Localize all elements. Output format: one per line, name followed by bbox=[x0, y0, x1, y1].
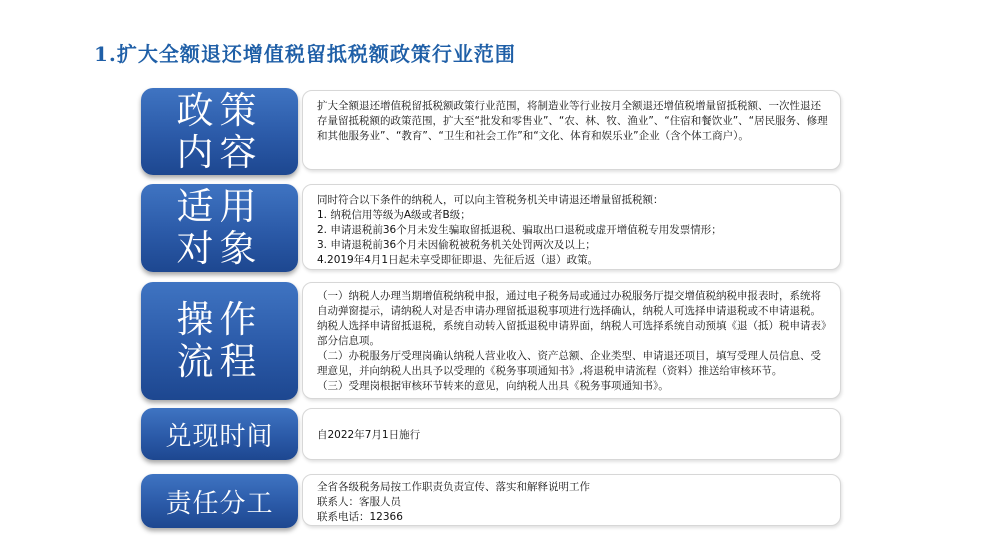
process-paragraph: （三）受理岗根据审核环节转来的意见，向纳税人出具《税务事项通知书》。 bbox=[317, 380, 669, 392]
applicable-line: 1. 纳税信用等级为A级或者B级； bbox=[317, 209, 471, 221]
label-line: 操作 bbox=[176, 298, 263, 341]
applicable-line: 4.2019年4月1日起未享受即征即退、先征后返（退）政策。 bbox=[317, 254, 599, 266]
effective-time-box bbox=[302, 408, 841, 460]
label-text: 责任分工 bbox=[165, 488, 274, 519]
effective-time-text: 自2022年7月1日施行 bbox=[317, 428, 421, 441]
label-line: 对象 bbox=[176, 227, 263, 270]
label-applicable-objects bbox=[141, 184, 298, 272]
label-responsibility bbox=[141, 474, 298, 528]
applicable-line: 3. 申请退税前36个月未因偷税被税务机关处罚两次及以上； bbox=[317, 239, 596, 251]
label-line: 政策 bbox=[176, 88, 263, 132]
label-policy-content bbox=[141, 88, 298, 175]
label-effective-time bbox=[141, 408, 298, 460]
process-paragraph: （二）办税服务厅受理岗确认纳税人营业收入、资产总额、企业类型、申请退还项目，填写受理人员信息、受理意见，并向纳税人出具予以受理的《税务事项通知书》,将退税申请流程（资料）推送给审核环节。 bbox=[317, 350, 821, 377]
applicable-objects-box bbox=[302, 184, 841, 270]
responsibility-line: 全省各级税务局按工作职责负责宣传、落实和解释说明工作 bbox=[317, 481, 590, 493]
applicable-line: 2. 申请退税前36个月未发生骗取留抵退税、骗取出口退税或虚开增值税专用发票情形； bbox=[317, 224, 722, 236]
responsibility-box bbox=[302, 474, 841, 526]
responsibility-line: 联系电话：12366 bbox=[317, 511, 403, 523]
page-title: 1.扩大全额退还增值税留抵税额政策行业范围 bbox=[94, 42, 516, 66]
applicable-line: 同时符合以下条件的纳税人，可以向主管税务机关申请退还增量留抵税额： bbox=[317, 194, 664, 206]
policy-content-box bbox=[302, 90, 841, 170]
label-line: 流程 bbox=[176, 340, 263, 383]
label-line: 内容 bbox=[176, 130, 263, 174]
label-line: 适用 bbox=[176, 185, 263, 228]
label-operation-process bbox=[141, 282, 298, 400]
operation-process-box bbox=[302, 282, 841, 399]
responsibility-line: 联系人：客服人员 bbox=[317, 496, 401, 508]
process-paragraph: （一）纳税人办理当期增值税纳税申报，通过电子税务局或通过办税服务厅提交增值税纳税申报表时，系统将自动弹窗提示，请纳税人对是否申请办理留抵退税事项进行选择确认，纳税人可选择申请退税或不申请退税。纳税人选择申请留抵退税，系统自动转入留抵退税申请界面，纳税人可选择系统自动预填《退（抵）税申请表》部分信息项。 bbox=[317, 290, 827, 347]
policy-content-text: 扩大全额退还增值税留抵税额政策行业范围，将制造业等行业按月全额退还增值税增量留抵税额、一次性退还存量留抵税额的政策范围，扩大至“批发和零售业”、“农、林、牧、渔业”、“住宿和餐饮业”、“居民服务、修理和其他服务业”、“教育”、“卫生和社会工作”和“文化、体育和娱乐业”企业（含个体工商户）。 bbox=[317, 100, 828, 142]
label-text: 兑现时间 bbox=[165, 421, 274, 452]
